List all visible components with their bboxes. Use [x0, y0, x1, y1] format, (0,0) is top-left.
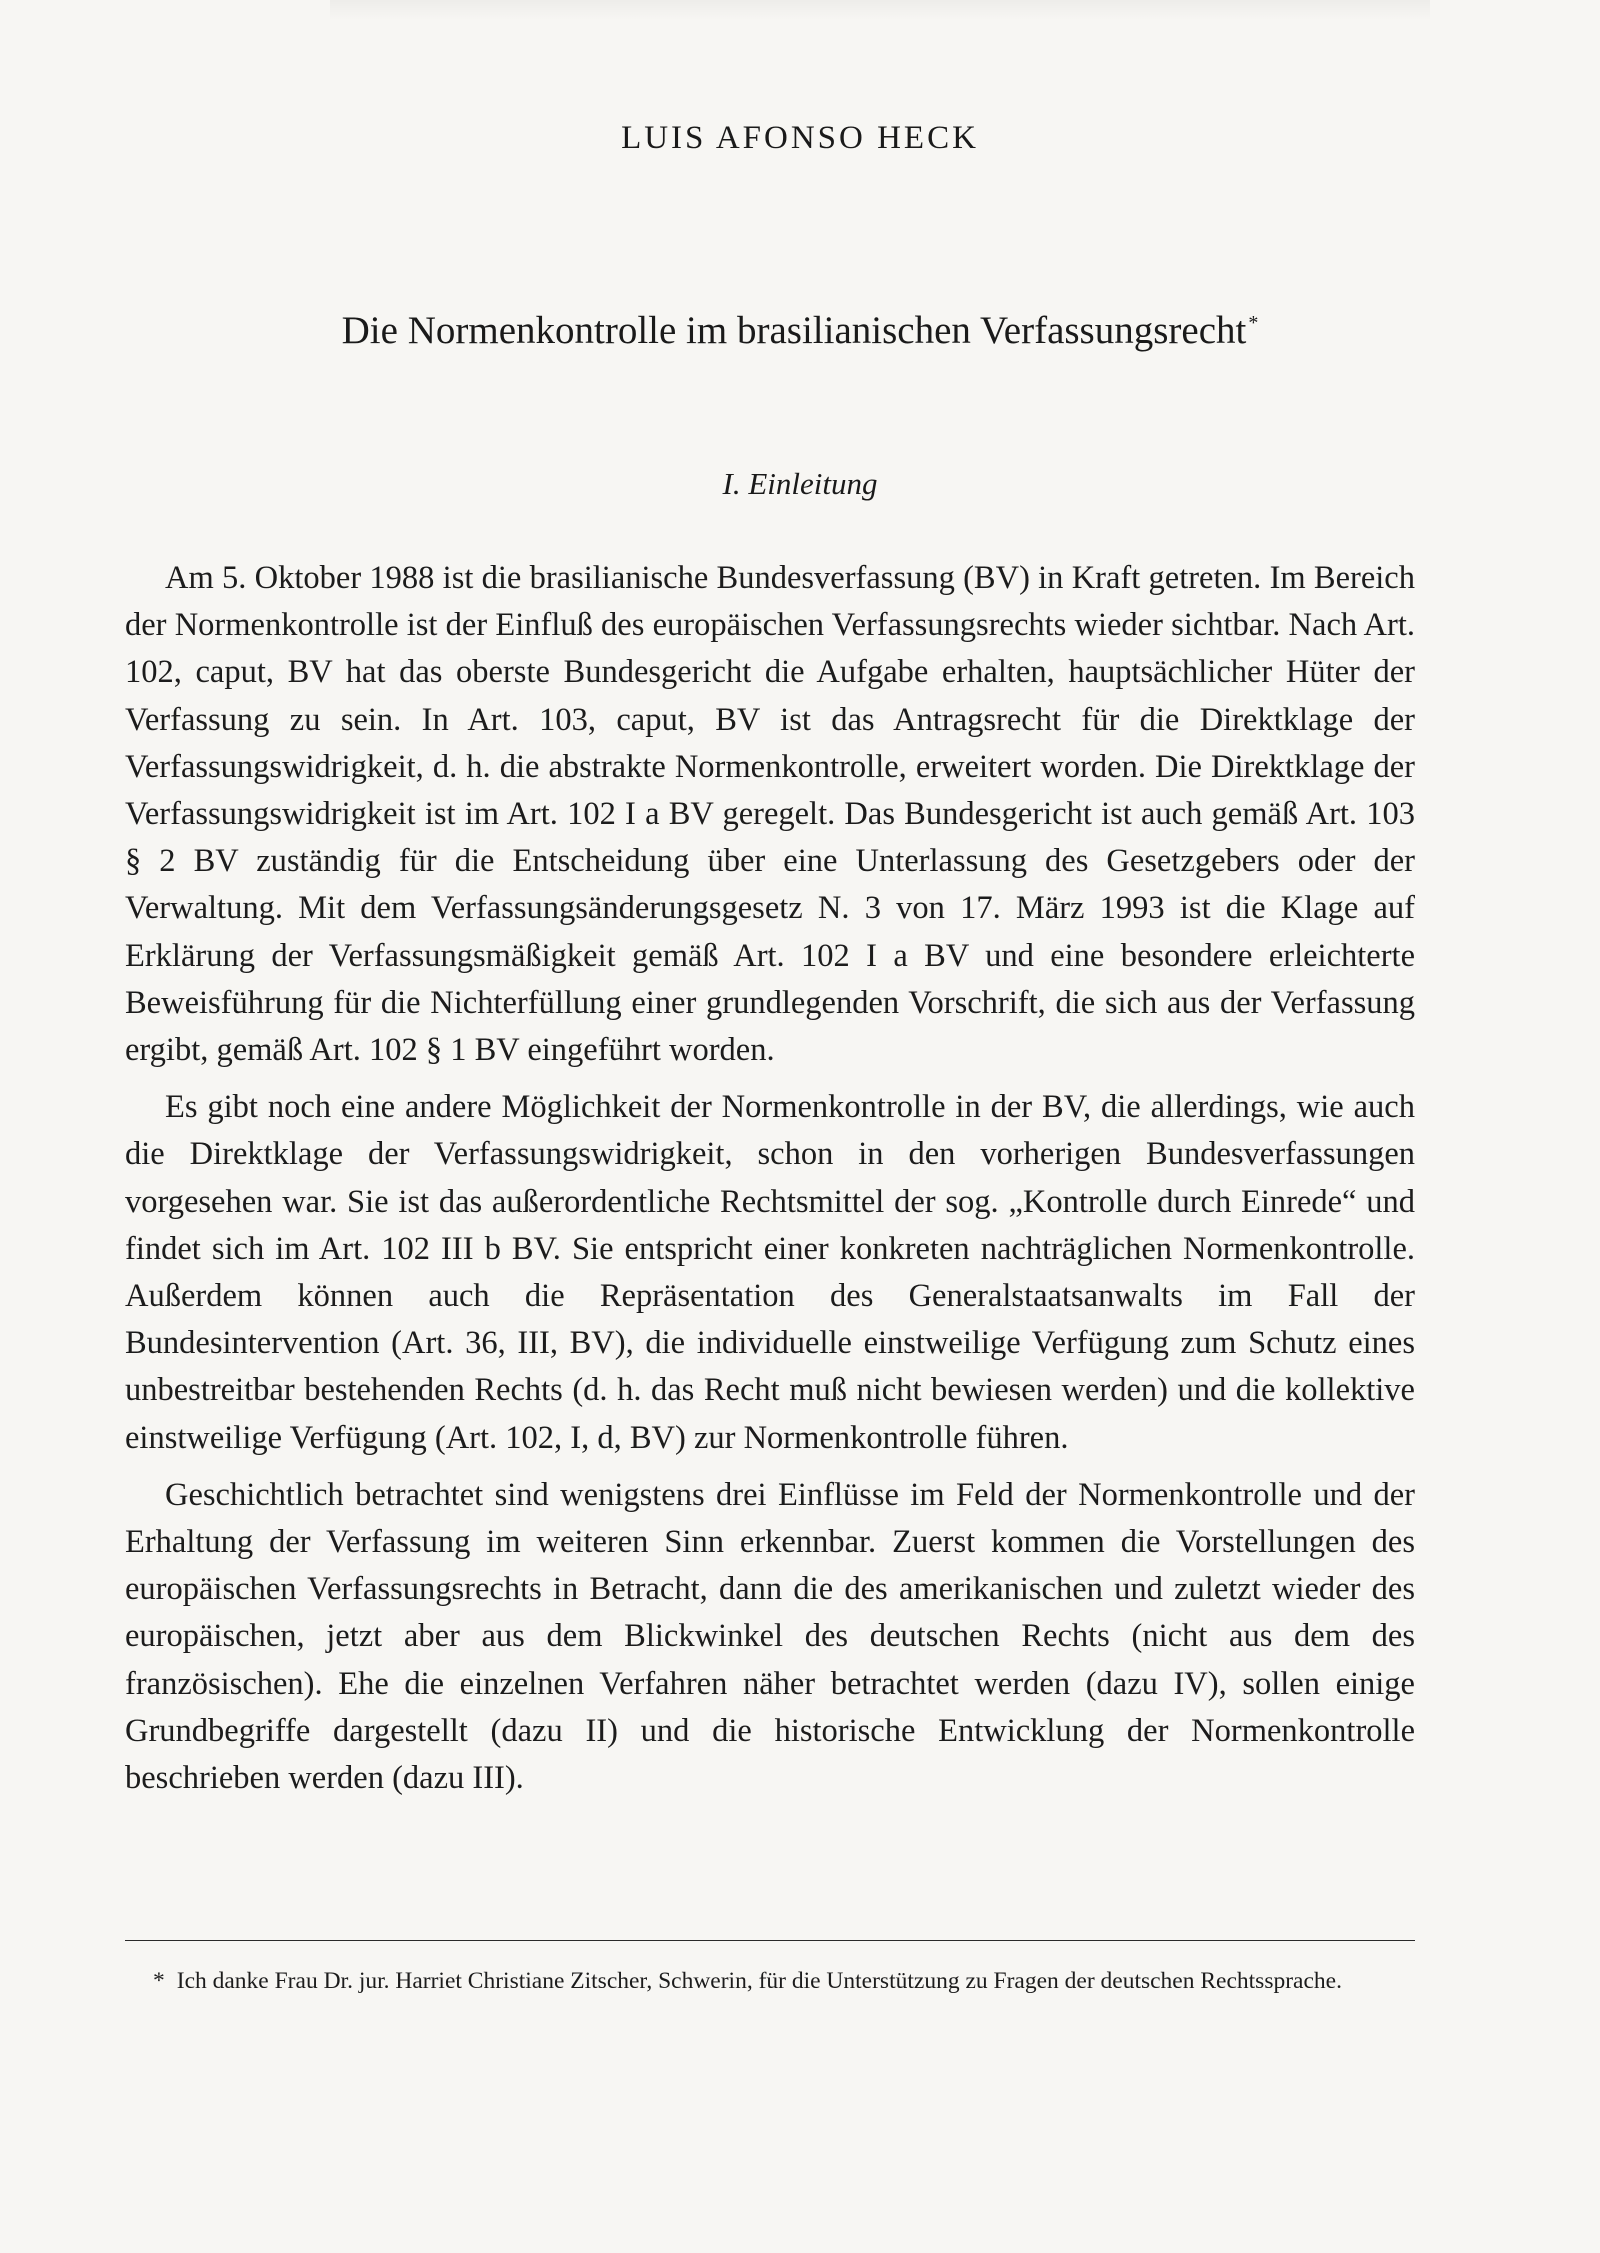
footnote-divider [125, 1940, 1415, 1941]
body-text [125, 555, 1415, 1812]
paragraph-1: Am 5. Oktober 1988 ist die brasilianische Bundesverfassung (BV) in Kraft getreten. Im Bereich der Normenkontrolle ist der Einfluß des europäischen Verfassungsrechts wieder sichtbar. Nach Art. 102, caput, BV hat das oberste Bundesgericht die Aufgabe erhalten, hauptsächlicher Hüter der Verfassung zu sein. In Art. 103, caput, BV ist das Antragsrecht für die Direktklage der Verfassungswidrigkeit, d. h. die abstrakte Normenkontrolle, erweitert worden. Die Direktklage der Verfassungswidrigkeit ist im Art. 102 I a BV geregelt. Das Bundesgericht ist auch gemäß Art. 103 § 2 BV zuständig für die Entscheidung über eine Unterlassung des Gesetzgebers oder der Verwaltung. Mit dem Verfassungsänderungsgesetz N. 3 von 17. März 1993 ist die Klage auf Erklärung der Verfassungsmäßigkeit gemäß Art. 102 I a BV und eine besondere erleichterte Beweisführung für die Nichterfüllung einer grundlegenden Vorschrift, die sich aus der Verfassung ergibt, gemäß Art. 102 § 1 BV eingeführt worden. [125, 560, 1415, 1069]
article-title [0, 308, 1600, 353]
footnote [125, 1964, 1415, 1998]
paragraph-3: Geschichtlich betrachtet sind wenigstens drei Einflüsse im Feld der Normenkontrolle und der Erhaltung der Verfassung im weiteren Sinn erkennbar. Zuerst kommen die Vorstellungen des europäischen Verfassungsrechts in Betracht, dann die des amerikanischen und zuletzt wieder des europäischen, jetzt aber aus dem Blickwinkel des deutschen Rechts (nicht aus dem des französischen). Ehe die einzelnen Verfahren näher betrachtet werden (dazu IV), sollen einige Grundbegriffe dargestellt (dazu II) und die historische Entwicklung der Normenkontrolle beschrieben werden (dazu III). [125, 1476, 1415, 1797]
article-title-text: Die Normenkontrolle im brasilianischen Verfassungsrecht [341, 309, 1247, 352]
paragraph-2: Es gibt noch eine andere Möglichkeit der Normenkontrolle in der BV, die allerdings, wie auch die Direktklage der Verfassungswidrigkeit, schon in den vorherigen Bundesverfassungen vorgesehen war. Sie ist das außerordentliche Rechtsmittel der sog. „Kontrolle durch Einrede“ und findet sich im Art. 102 III b BV. Sie entspricht einer konkreten nachträglichen Normenkontrolle. Außerdem können auch die Repräsentation des Generalstaatsanwalts im Fall der Bundesintervention (Art. 36, III, BV), die individuelle einstweilige Verfügung zum Schutz eines unbestreitbar bestehenden Rechts (d. h. das Recht muß nicht bewiesen werden) und die kollektive einstweilige Verfügung (Art. 102, I, d, BV) zur Normenkontrolle führen. [125, 1089, 1415, 1456]
footnote-text: Ich danke Frau Dr. jur. Harriet Christiane Zitscher, Schwerin, für die Unterstützung zu Fragen der deutschen Rechtssprache. [176, 1968, 1342, 1994]
footnote-mark: * [153, 1968, 165, 1994]
scan-shadow [330, 0, 1430, 20]
title-footnote-mark: * [1248, 312, 1259, 334]
author-name: LUIS AFONSO HECK [621, 120, 979, 156]
section-heading: I. Einleitung [722, 466, 878, 501]
